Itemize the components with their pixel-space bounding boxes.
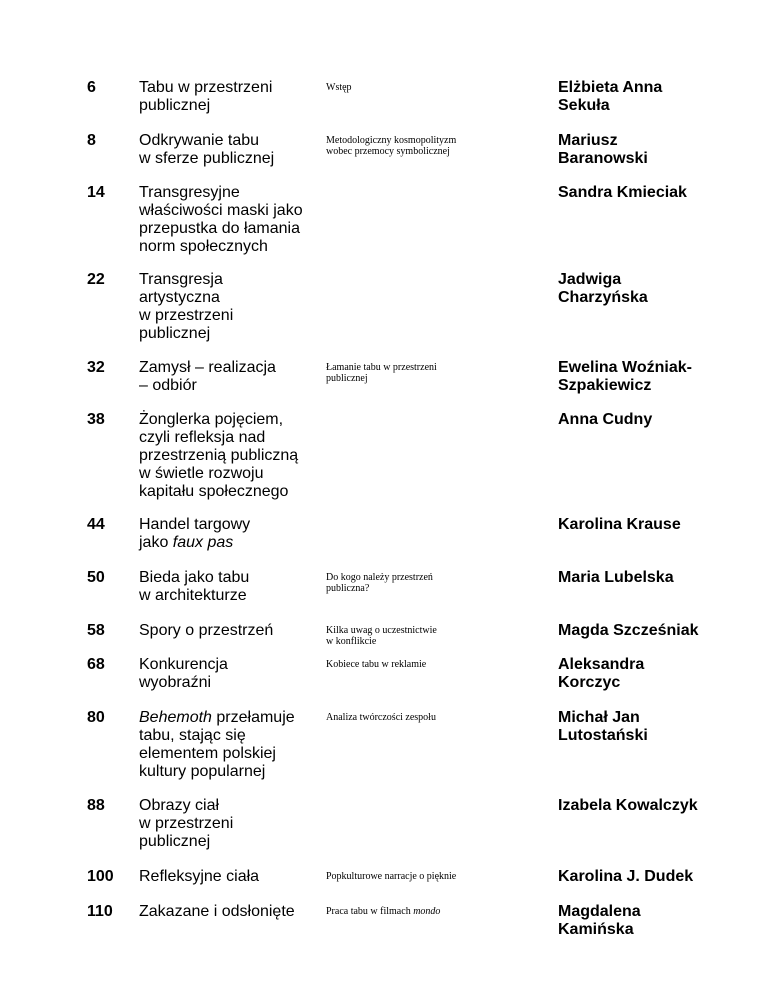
chapter-subtitle: Łamanie tabu w przestrzeni publicznej [326, 362, 437, 384]
chapter-author: Aleksandra Korczyc [558, 656, 645, 691]
chapter-author: Magdalena Kamińska [558, 903, 641, 938]
page-number: 44 [87, 516, 105, 533]
chapter-title: Refleksyjne ciała [139, 868, 260, 885]
chapter-title: Konkurencja wyobraźni [139, 656, 228, 691]
chapter-title: Tabu w przestrzeni publicznej [139, 79, 273, 114]
chapter-author: Michał Jan Lutostański [558, 709, 648, 744]
chapter-subtitle: Analiza twórczości zespołu [326, 712, 436, 723]
page-number: 38 [87, 411, 105, 428]
chapter-title: Transgresja artystyczna w przestrzeni publicznej [139, 271, 234, 342]
chapter-subtitle: Popkulturowe narracje o pięknie [326, 871, 457, 882]
chapter-title: Spory o przestrzeń [139, 622, 274, 639]
chapter-subtitle: Kobiece tabu w reklamie [326, 659, 427, 670]
chapter-title: Odkrywanie tabu w sferze publicznej [139, 132, 275, 167]
chapter-author: Karolina Krause [558, 516, 681, 533]
chapter-title: Obrazy ciał w przestrzeni publicznej [139, 797, 234, 850]
chapter-title: Bieda jako tabu w architekturze [139, 569, 250, 604]
page-number: 8 [87, 132, 96, 149]
page-number: 50 [87, 569, 105, 586]
chapter-author: Maria Lubelska [558, 569, 674, 586]
chapter-subtitle: Metodologiczny kosmopolityzm wobec przemocy symbolicznej [326, 135, 457, 157]
chapter-title: Behemoth przełamuje tabu, stając się elementem polskiej kultury popularnej [139, 709, 295, 780]
page-number: 22 [87, 271, 105, 288]
chapter-subtitle: Wstęp [326, 82, 352, 93]
chapter-author: Anna Cudny [558, 411, 653, 428]
chapter-author: Ewelina Woźniak- Szpakiewicz [558, 359, 692, 394]
page-number: 58 [87, 622, 105, 639]
chapter-title: Transgresyjne właściwości maski jako przepustka do łamania norm społecznych [139, 184, 303, 255]
chapter-author: Sandra Kmieciak [558, 184, 687, 201]
chapter-author: Mariusz Baranowski [558, 132, 648, 167]
chapter-title: Zamysł – realizacja – odbiór [139, 359, 276, 394]
page-number: 32 [87, 359, 105, 376]
page-number: 100 [87, 868, 114, 885]
chapter-author: Elżbieta Anna Sekuła [558, 79, 663, 114]
chapter-subtitle: Kilka uwag o uczestnictwie w konflikcie [326, 625, 437, 647]
chapter-author: Karolina J. Dudek [558, 868, 694, 885]
chapter-title: Handel targowy jako faux pas [139, 516, 251, 551]
chapter-title: Żonglerka pojęciem, czyli refleksja nad przestrzenią publiczną w świetle rozwoju kapitału społecznego [139, 411, 299, 500]
page-number: 88 [87, 797, 105, 814]
page-number: 68 [87, 656, 105, 673]
page-number: 6 [87, 79, 96, 96]
chapter-subtitle: Do kogo należy przestrzeń publiczna? [326, 572, 433, 594]
page-number: 110 [87, 903, 113, 920]
page-number: 80 [87, 709, 105, 726]
chapter-subtitle: Praca tabu w filmach mondo [326, 906, 441, 917]
chapter-author: Izabela Kowalczyk [558, 797, 698, 814]
chapter-title: Zakazane i odsłonięte [139, 903, 295, 920]
page-number: 14 [87, 184, 105, 201]
chapter-author: Magda Szcześniak [558, 622, 699, 639]
chapter-author: Jadwiga Charzyńska [558, 271, 648, 306]
